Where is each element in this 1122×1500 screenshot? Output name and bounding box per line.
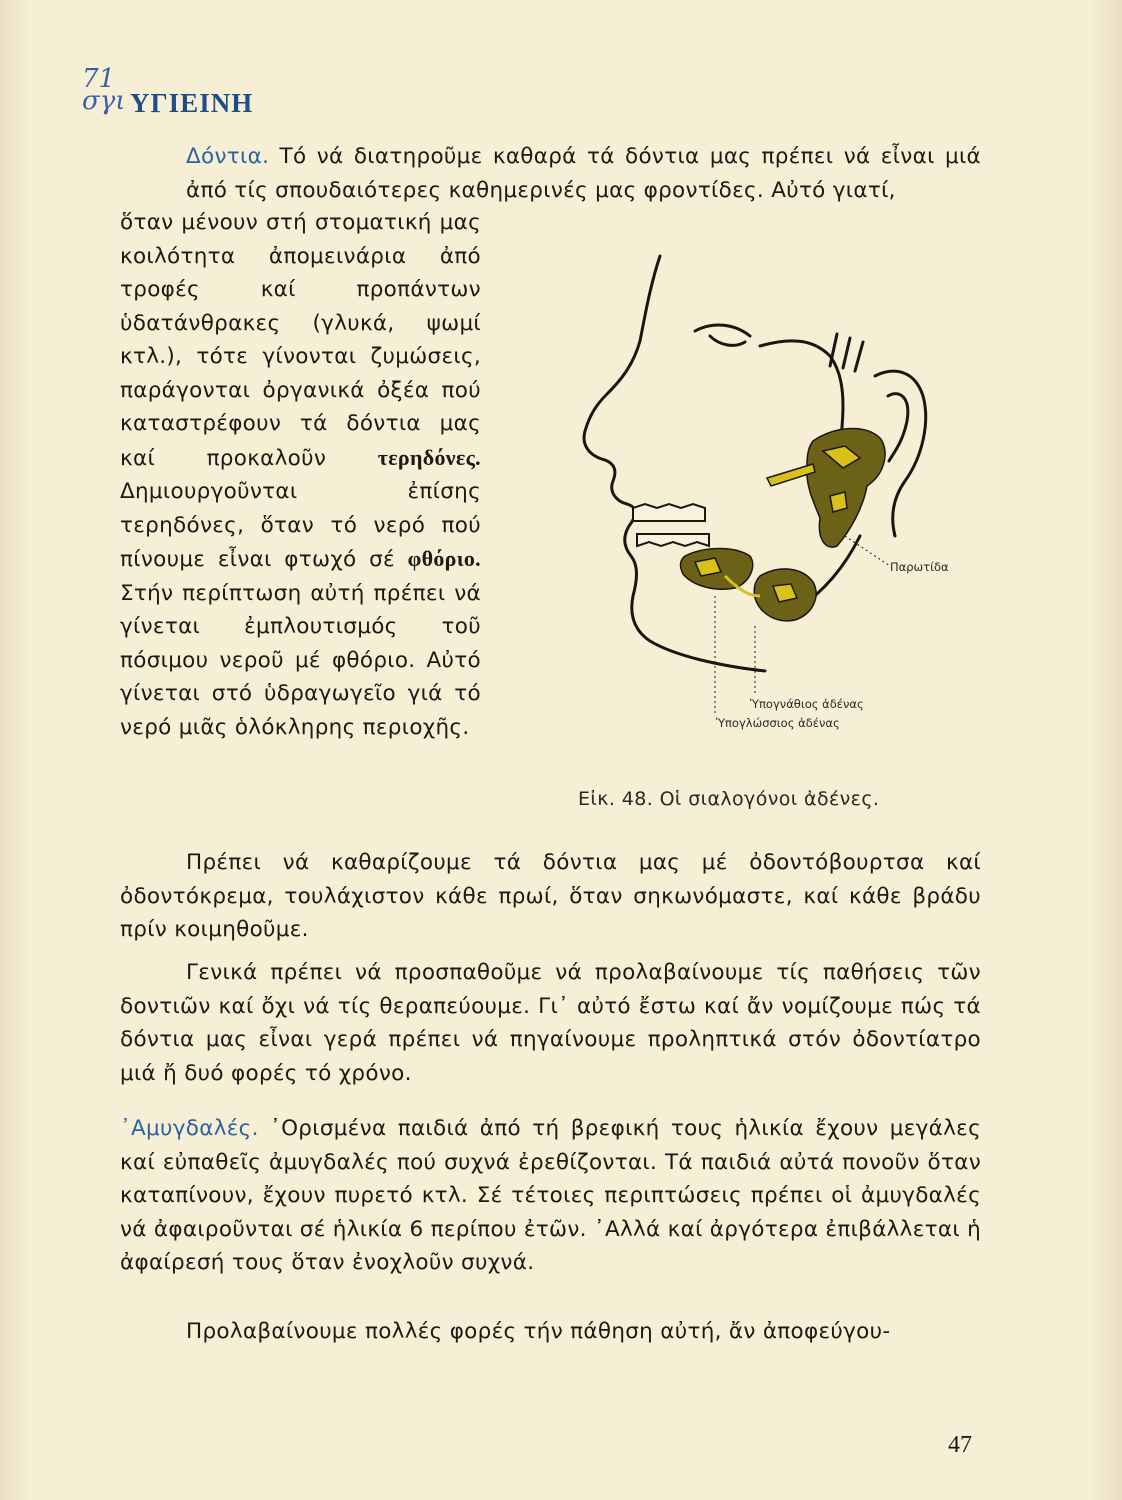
handwritten-note xyxy=(82,64,126,116)
label-parotid: Παρωτίδα xyxy=(890,560,949,574)
ear-inner xyxy=(888,394,908,461)
face-profile-outline xyxy=(584,256,765,671)
term-caries: τερηδόνες. xyxy=(377,444,481,470)
page-number: 47 xyxy=(948,1432,972,1458)
paragraph-prevention: Γενικά πρέπει νά προσπαθοῦμε νά προλαβαίνουμε τίς παθήσεις τῶν δοντιῶν καί ὄχι νά τίς θεραπεύουμε. Γι᾽ αὐτό ἔστω καί ἄν νομίζουμε πώς τά δόντια μας εἶναι γερά πρέπει νά πηγαίνουμε προληπτικά στόν ὀδοντίατρο μιά ἤ δυό φορές τό χρόνο. xyxy=(120,960,981,1086)
eye-lid xyxy=(710,336,745,345)
submandibular-gland xyxy=(754,569,816,621)
parotid-gland xyxy=(767,429,885,548)
teeth-text-top: Τό νά διατηροῦμε καθαρά τά δόντια μας πρέπει νά εἶναι μιά ἀπό τίς σπουδαιότερες καθημερινές μας φροντίδες. Αὐτό γιατί, xyxy=(186,144,981,203)
label-submandibular: Ὑπογνάθιος ἀδένας xyxy=(750,697,864,711)
tonsils-lead-heading: ᾽Αμυγδαλές. xyxy=(120,1116,259,1141)
paragraph-brushing: Πρέπει νά καθαρίζουμε τά δόντια μας μέ ὀδοντόβουρτσα καί ὀδοντόκρεμα, τουλάχιστον κάθε πρωί, ὅταν σηκωνόμαστε, καί κάθε βράδυ πρίν κοιμηθοῦμε. xyxy=(120,850,981,942)
handwritten-number: 71 xyxy=(82,64,116,94)
teeth-text-wrap-1: ὅταν μένουν στή στοματική μας κοιλότητα ἀπομεινάρια ἀπό τροφές καί προπάντων ὑδατάνθρακες (γλυκά, ψωμί κτλ.), τότε γίνονται ζυμώσεις, παράγονται ὀργανικά ὀξέα πού καταστρέφουν τά δόντια μας καί προκαλοῦν xyxy=(120,210,481,471)
paragraph-tonsils xyxy=(120,1112,981,1280)
handwritten-letters: σγι xyxy=(82,86,126,116)
term-fluoride: φθόριο. xyxy=(407,546,481,571)
label-sublingual: Ὑπογλώσσιος ἀδένας xyxy=(716,716,840,730)
figure-caption: Εἰκ. 48. Οἱ σιαλογόνοι ἀδένες. xyxy=(578,788,880,810)
teeth-text-wrap-3: Στήν περίπτωση αὐτή πρέπει νά γίνεται ἐμπλουτισμός τοῦ πόσιμου νεροῦ μέ φθόριο. Αὐτό γίνεται στό ὑδραγωγεῖο γιά τό νερό μιᾶς ὁλόκληρης περιοχῆς. xyxy=(120,580,481,740)
teeth-lead-heading: Δόντια. xyxy=(186,144,270,169)
teeth-rows xyxy=(633,504,709,546)
section-title: ΥΓΙΕΙΝΗ xyxy=(130,88,254,118)
eye-outline xyxy=(695,325,750,336)
salivary-glands-figure xyxy=(545,246,970,746)
sublingual-gland xyxy=(681,549,760,597)
paragraph-teeth-intro xyxy=(186,140,981,207)
paragraph-continuation: Προλαβαίνουμε πολλές φορές τήν πάθηση αὐτή, ἄν ἀποφεύγου- xyxy=(186,1319,891,1344)
head-profile-illustration xyxy=(545,246,970,746)
teeth-text-wrap-2: Δημιουργοῦνται ἐπίσης τερηδόνες, ὅταν τό νερό πού πίνουμε εἶναι φτωχό σέ xyxy=(120,479,481,572)
tonsils-text: ᾽Ορισμένα παιδιά ἀπό τή βρεφική τους ἡλικία ἔχουν μεγάλες καί εὐπαθεῖς ἀμυγδαλές πού συχνά ἐρεθίζονται. Τά παιδιά αὐτά πονοῦν ὅταν καταπίνουν, ἔχουν πυρετό κτλ. Σέ τέτοιες περιπτώσεις πρέπει οἱ ἀμυγδαλές νά ἀφαιροῦνται σέ ἡλικία 6 περίπου ἐτῶν. ᾽Αλλά καί ἀργότερα ἐπιβάλλεται ἡ ἀφαίρεσή τους ὅταν ἐνοχλοῦν συχνά. xyxy=(120,1116,982,1275)
paragraph-teeth-wrapped xyxy=(120,206,481,744)
